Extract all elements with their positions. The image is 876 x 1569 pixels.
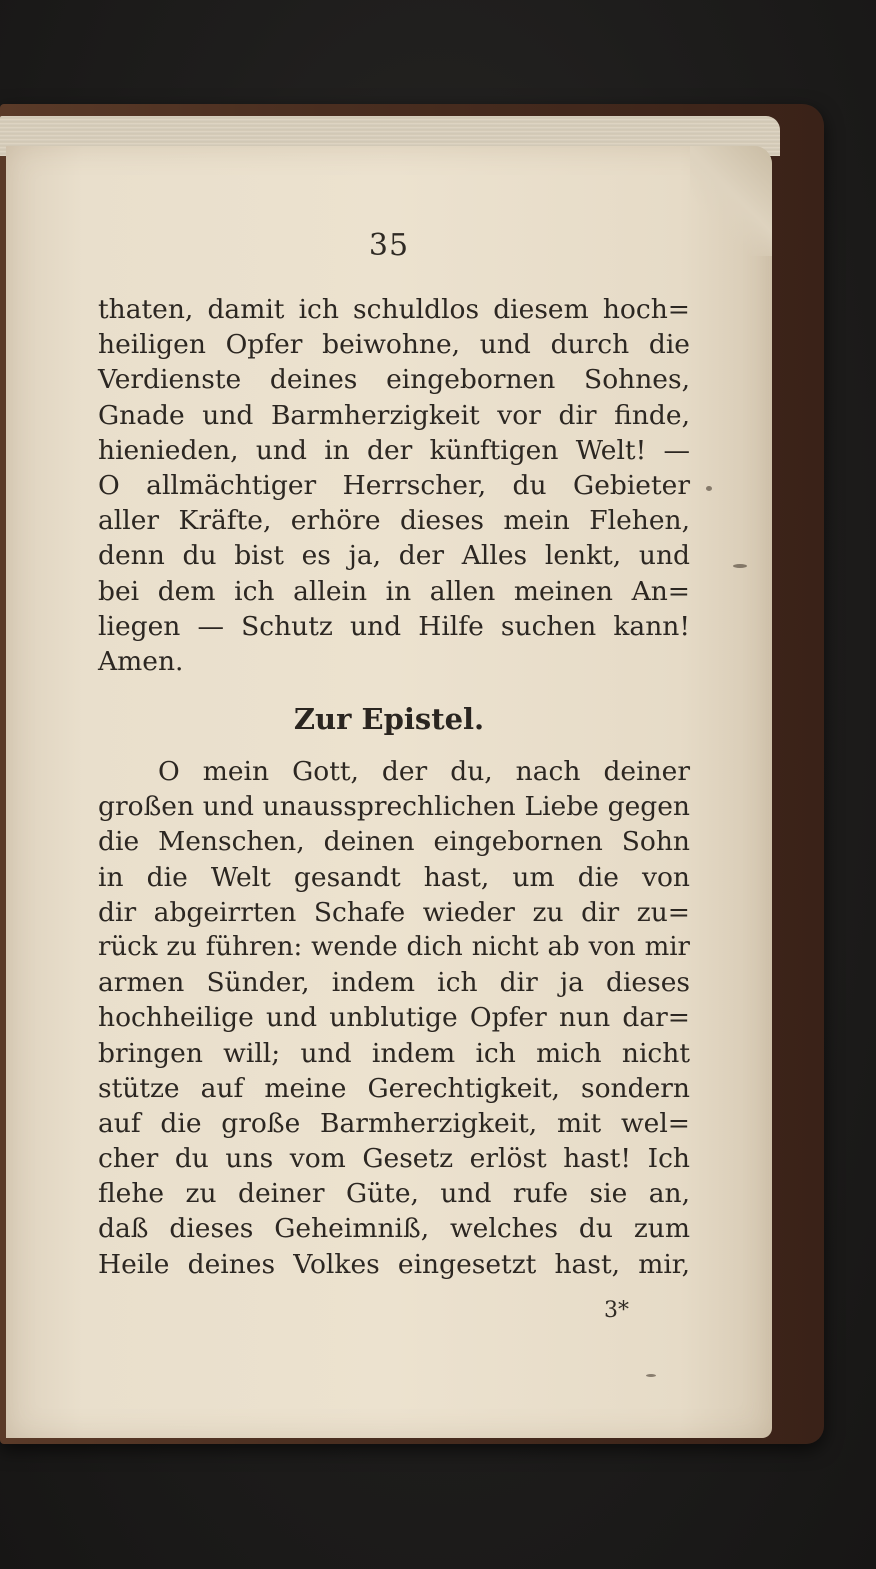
- text-line: stütze auf meine Gerechtigkeit, sondern: [98, 1072, 690, 1104]
- text-line: cher du uns vom Gesetz erlöst hast! Ich: [98, 1143, 690, 1175]
- page-number: 35: [368, 228, 410, 263]
- text-line: aller Kräfte, erhöre dieses mein Flehen,: [98, 505, 690, 537]
- text-line: liegen — Schutz und Hilfe suchen kann!: [98, 610, 690, 642]
- text-line: auf die große Barmherzigkeit, mit wel=: [98, 1107, 690, 1139]
- paper-speck: [706, 486, 712, 491]
- paper-speck: [733, 564, 747, 568]
- text-line: Gnade und Barmherzigkeit vor dir finde,: [98, 399, 690, 431]
- text-line: thaten, damit ich schuldlos diesem hoch=: [98, 294, 690, 325]
- text-line: daß dieses Geheimniß, welches du zum: [98, 1213, 690, 1245]
- text-line: heiligen Opfer beiwohne, und durch die: [98, 329, 690, 361]
- text-line: flehe zu deiner Güte, und rufe sie an,: [98, 1178, 690, 1210]
- text-line: O allmächtiger Herrscher, du Gebieter: [98, 469, 690, 501]
- text-line: O mein Gott, der du, nach deiner: [158, 756, 690, 787]
- text-line: hienieden, und in der künftigen Welt! —: [98, 434, 690, 466]
- text-line: bei dem ich allein in allen meinen An=: [98, 575, 690, 607]
- text-line: rück zu führen: wende dich nicht ab von mir: [98, 931, 690, 962]
- text-line: Verdienste deines eingebornen Sohnes,: [98, 364, 690, 396]
- text-line: armen Sünder, indem ich dir ja dieses: [98, 967, 690, 999]
- text-line: in die Welt gesandt hast, um die von: [98, 861, 690, 893]
- text-line: großen und unaussprechlichen Liebe gegen: [98, 791, 690, 823]
- paragraph-prayer: [98, 292, 690, 679]
- paper-speck: [646, 1374, 656, 1377]
- text-line: denn du bist es ja, der Alles lenkt, und: [98, 540, 690, 572]
- text-line: hochheilige und unblutige Opfer nun dar=: [98, 1002, 690, 1034]
- text-line: die Menschen, deinen eingebornen Sohn: [98, 826, 690, 858]
- signature-mark: 3*: [604, 1298, 629, 1323]
- paragraph-epistle: [98, 754, 690, 1282]
- book-page: [6, 146, 772, 1438]
- section-heading: Zur Epistel.: [293, 702, 485, 736]
- text-line: Amen.: [98, 645, 184, 677]
- text-line: bringen will; und indem ich mich nicht: [98, 1037, 690, 1069]
- text-line: Heile deines Volkes eingesetzt hast, mir,: [98, 1248, 690, 1280]
- text-line: dir abgeirrten Schafe wieder zu dir zu=: [98, 896, 690, 928]
